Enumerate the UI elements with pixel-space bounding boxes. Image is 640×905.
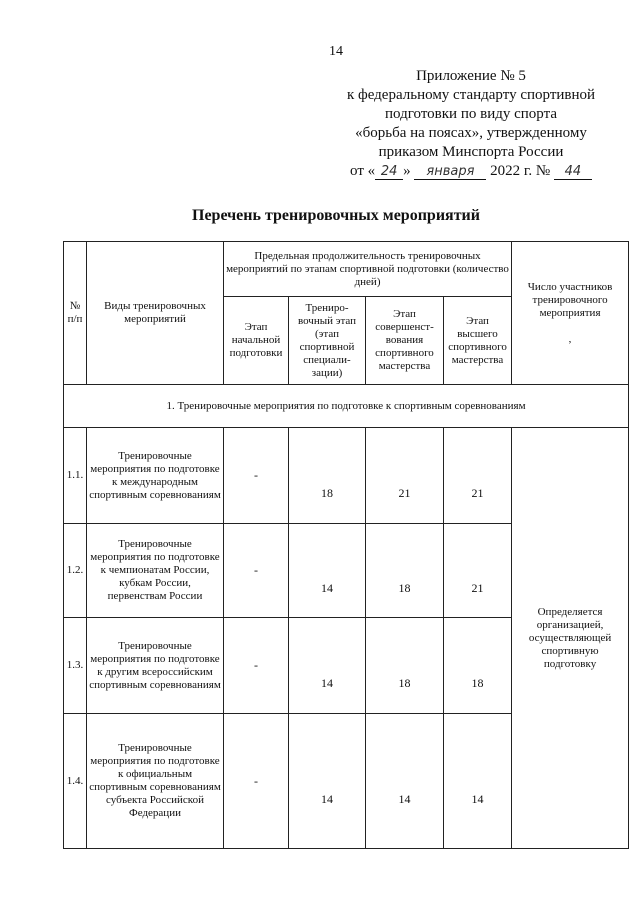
appendix-line: Приложение № 5 xyxy=(416,68,526,84)
header-stage-improvement: Этап совершенст-вования спортивного мастерства xyxy=(366,297,444,385)
row-name: Тренировочные мероприятия по подготовке к чемпионатам России, кубкам России, первенствам России xyxy=(87,524,224,618)
row-name: Тренировочные мероприятия по подготовке к официальным спортивным соревнованиям субъекта Российской Федерации xyxy=(87,714,224,849)
handwritten-day: 24 xyxy=(375,164,403,180)
handwritten-month: января xyxy=(414,164,486,180)
row-highest: 14 xyxy=(444,714,512,849)
row-training: 14 xyxy=(289,618,366,714)
row-number: 1.2. xyxy=(64,524,87,618)
header-stage-training: Трениро-вочный этап (этап спортивной специали-зации) xyxy=(289,297,366,385)
document-title: Перечень тренировочных мероприятий xyxy=(192,207,480,224)
row-highest: 18 xyxy=(444,618,512,714)
header-row xyxy=(64,242,629,297)
row-highest: 21 xyxy=(444,428,512,524)
row-improvement: 18 xyxy=(366,524,444,618)
training-events-table xyxy=(63,241,629,849)
appendix-line: к федеральному стандарту спортивной xyxy=(346,87,596,103)
row-name: Тренировочные мероприятия по подготовке к другим всероссийским спортивным соревнованиям xyxy=(87,618,224,714)
header-types: Виды тренировочных мероприятий xyxy=(87,242,224,385)
row-training: 14 xyxy=(289,714,366,849)
row-improvement: 18 xyxy=(366,618,444,714)
row-improvement: 21 xyxy=(366,428,444,524)
appendix-block xyxy=(330,67,612,181)
appendix-line: приказом Минспорта России xyxy=(378,144,564,160)
section-title: 1. Тренировочные мероприятия по подготовке к спортивным соревнованиям xyxy=(64,385,629,428)
row-initial: - xyxy=(224,428,289,524)
row-training: 18 xyxy=(289,428,366,524)
header-participants xyxy=(512,242,629,385)
appendix-line: подготовки по виду спорта xyxy=(385,106,557,122)
handwritten-order-number: 44 xyxy=(554,164,592,180)
section-row xyxy=(64,385,629,428)
date-separator: » xyxy=(403,163,411,179)
header-stage-initial: Этап начальной подготовки xyxy=(224,297,289,385)
row-improvement: 14 xyxy=(366,714,444,849)
date-prefix: от « xyxy=(350,163,376,179)
table-row xyxy=(64,428,629,524)
row-initial: - xyxy=(224,714,289,849)
participants-value: Определяется организацией, осуществляющей спортивную подготовку xyxy=(512,428,629,849)
row-number: 1.3. xyxy=(64,618,87,714)
row-number: 1.4. xyxy=(64,714,87,849)
header-stage-highest: Этап высшего спортивного мастерства xyxy=(444,297,512,385)
row-initial: - xyxy=(224,524,289,618)
row-highest: 21 xyxy=(444,524,512,618)
header-participants-mark: , xyxy=(568,332,572,345)
row-number: 1.1. xyxy=(64,428,87,524)
header-num: № п/п xyxy=(64,242,87,385)
order-date-line xyxy=(330,162,612,181)
row-name: Тренировочные мероприятия по подготовке к международным спортивным соревнованиям xyxy=(87,428,224,524)
header-duration-group: Предельная продолжительность тренировочных мероприятий по этапам спортивной подготовки (количество дней) xyxy=(224,242,512,297)
row-training: 14 xyxy=(289,524,366,618)
row-initial: - xyxy=(224,618,289,714)
page-number: 14 xyxy=(329,44,343,59)
header-participants-label: Число участников тренировочного мероприятия xyxy=(527,280,613,319)
appendix-line: «борьба на поясах», утвержденному xyxy=(355,125,587,141)
date-year: 2022 г. № xyxy=(490,163,551,179)
